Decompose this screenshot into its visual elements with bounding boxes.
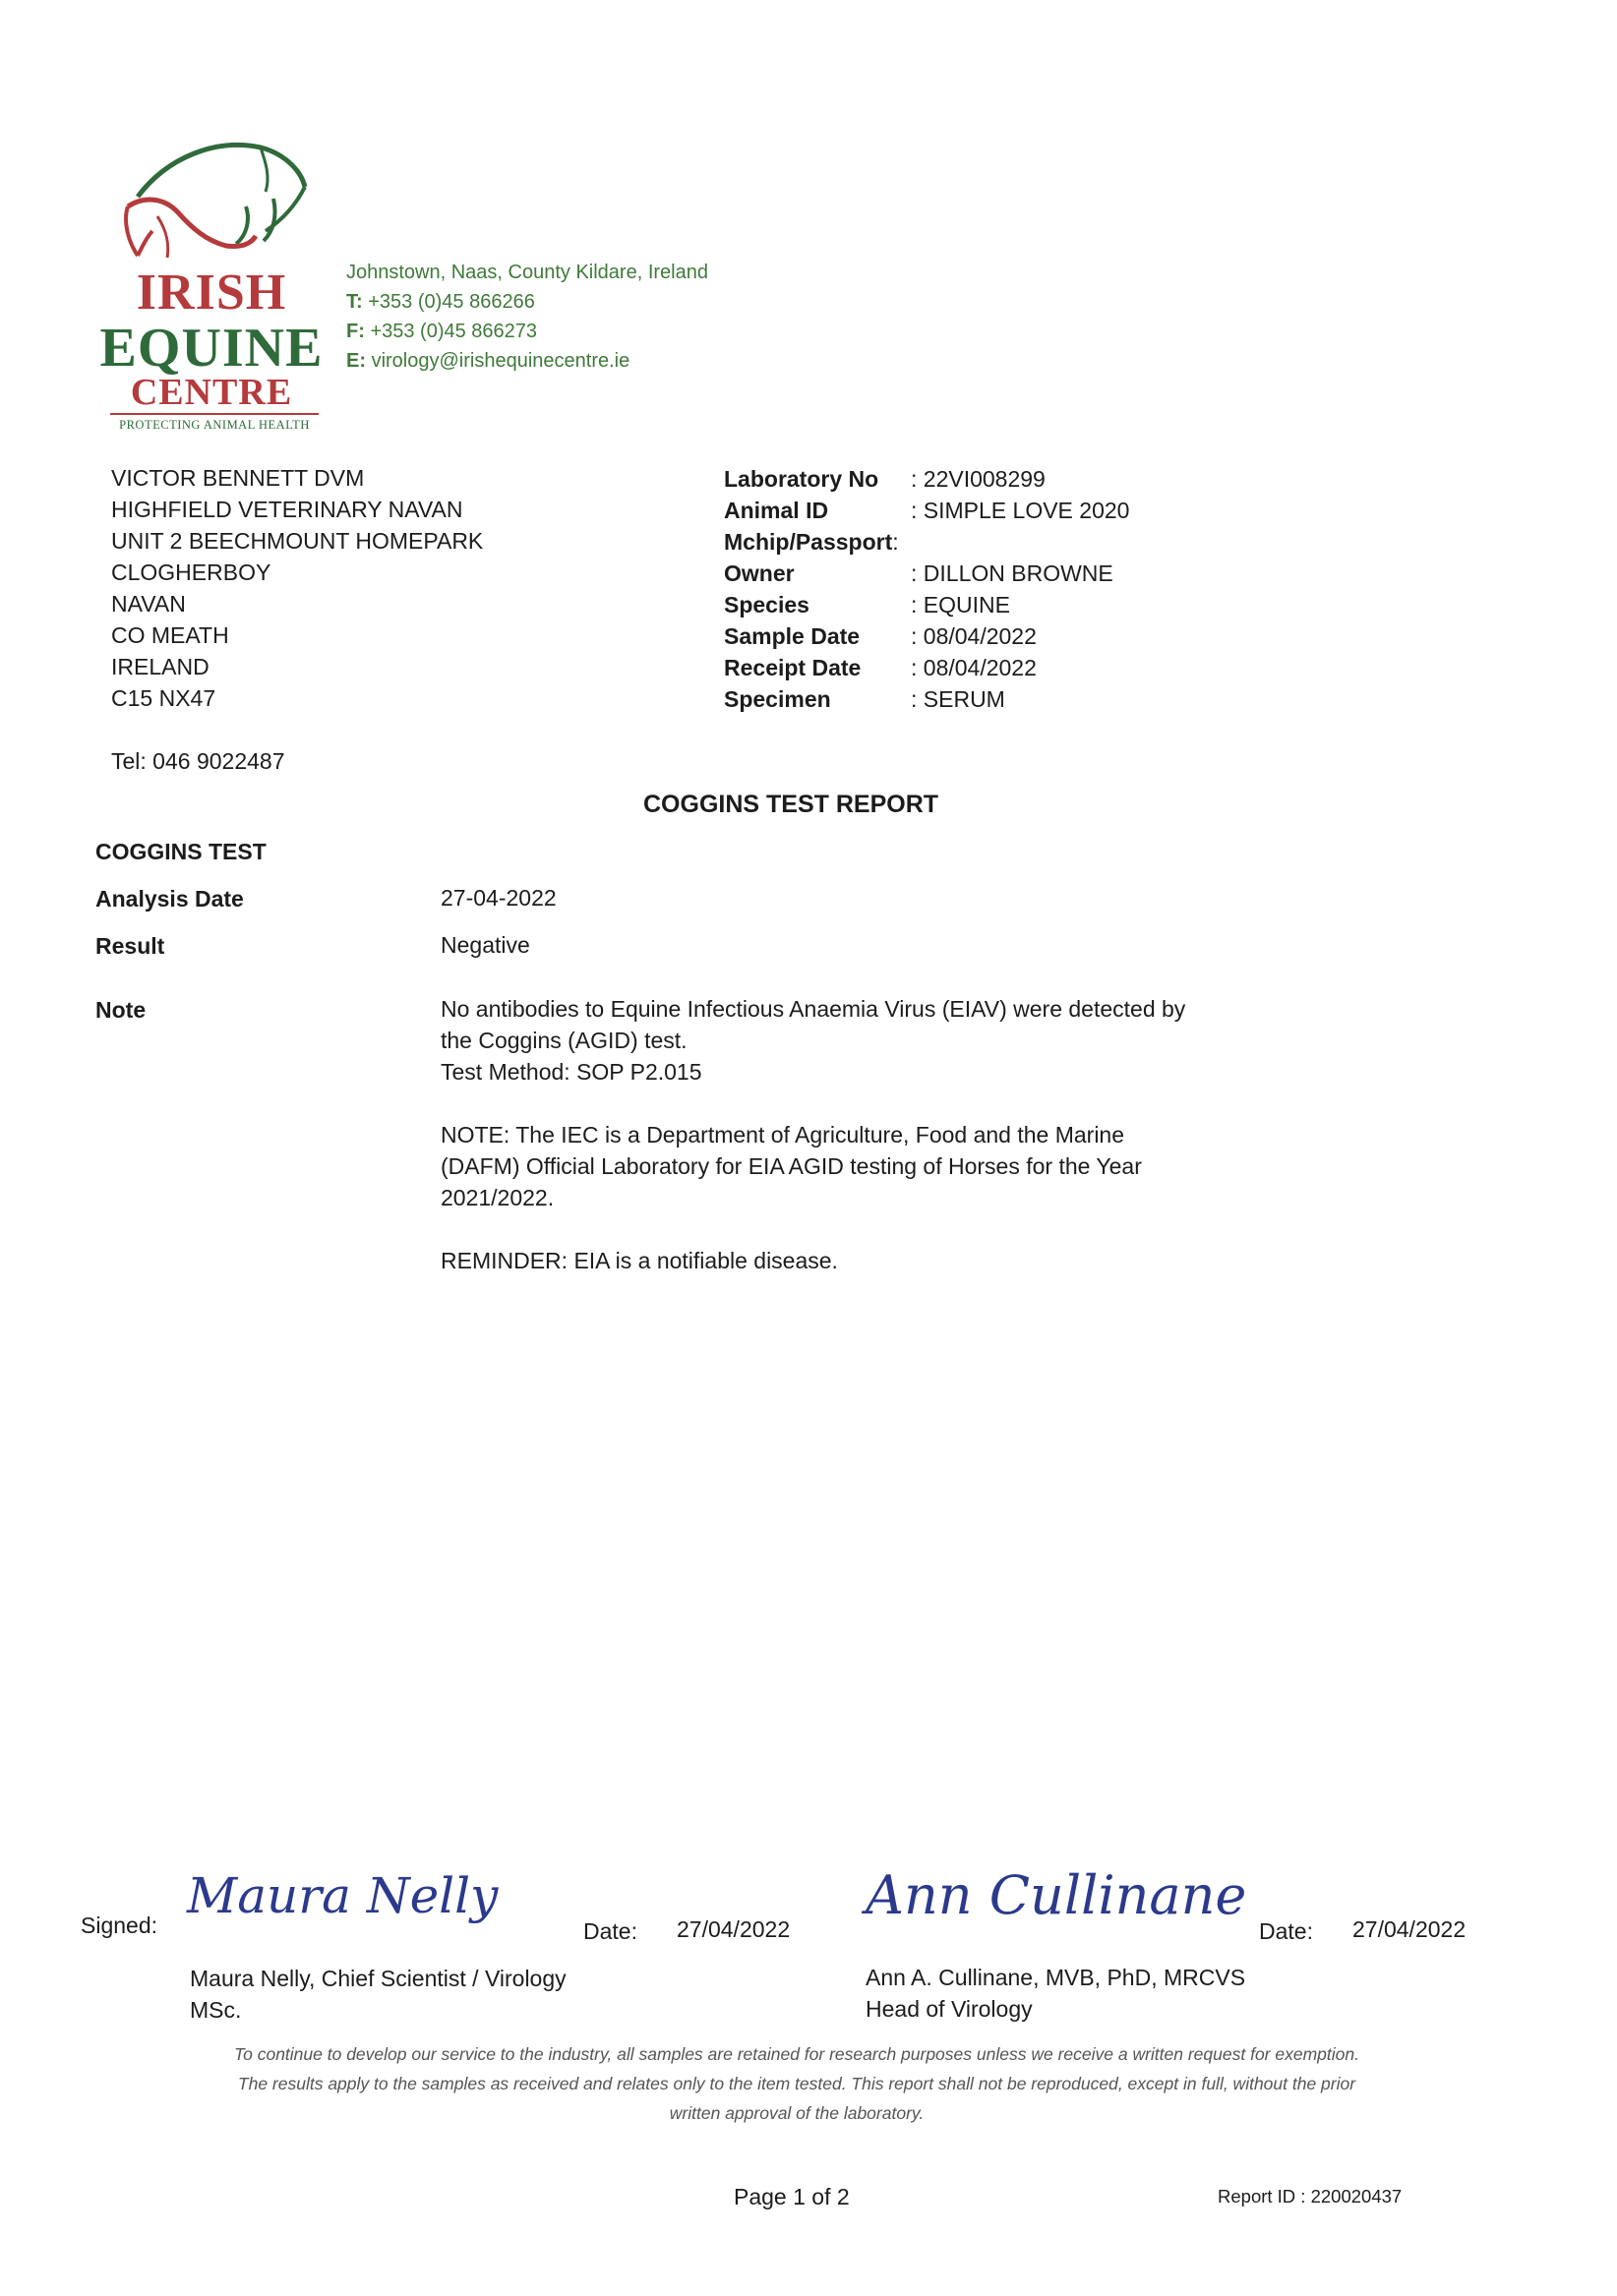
address-line: VICTOR BENNETT DVM	[111, 465, 365, 491]
address-line: CLOGHERBOY	[111, 559, 271, 585]
address-line: IRELAND	[111, 654, 210, 679]
company-logo	[98, 138, 325, 442]
report-id: Report ID : 220020437	[1218, 2186, 1403, 2207]
result-label: Result	[95, 933, 165, 959]
recipient-tel: Tel: 046 9022487	[111, 748, 285, 774]
sample-row-mchip-passport: Mchip/Passport :	[724, 529, 899, 555]
sample-row-specimen: Specimen : SERUM	[724, 686, 1005, 712]
signature-ann-cullinane: Ann Cullinane	[866, 1864, 1247, 1926]
contact-address: Johnstown, Naas, County Kildare, Ireland	[346, 262, 708, 283]
report-title: COGGINS TEST REPORT	[643, 791, 939, 818]
signatory-1-name: Maura Nelly, Chief Scientist / Virology MSc.	[190, 1966, 567, 2023]
result-value: Negative	[441, 932, 530, 958]
test-heading: COGGINS TEST	[95, 839, 267, 864]
date-label-2: Date:	[1259, 1918, 1313, 1944]
signatory-2-name: Ann A. Cullinane, MVB, PhD, MRCVS Head of Virology	[866, 1965, 1246, 2022]
analysis-date-value: 27-04-2022	[441, 885, 557, 911]
signed-label: Signed:	[81, 1913, 158, 1938]
logo-line-equine: EQUINE	[99, 318, 324, 379]
analysis-date-label: Analysis Date	[95, 886, 244, 912]
recipient-address	[111, 462, 483, 714]
contact-phone: T: +353 (0)45 866266	[346, 291, 535, 313]
sample-row-animal-id: Animal ID : SIMPLE LOVE 2020	[724, 498, 1130, 523]
address-line: UNIT 2 BEECHMOUNT HOMEPARK	[111, 528, 484, 554]
logo-divider	[110, 413, 319, 415]
address-line: NAVAN	[111, 591, 186, 617]
sample-row-laboratory-no: Laboratory No : 22VI008299	[724, 466, 1046, 492]
address-line: CO MEATH	[111, 622, 229, 648]
logo-tagline: PROTECTING ANIMAL HEALTH	[119, 418, 310, 432]
logo-line-irish: IRISH	[136, 265, 287, 321]
page-number: Page 1 of 2	[734, 2184, 850, 2209]
contact-email: E: virology@irishequinecentre.ie	[346, 350, 630, 372]
date-value-1: 27/04/2022	[677, 1916, 791, 1942]
dafm-note: NOTE: The IEC is a Department of Agriculture, Food and the Marine (DAFM) Official Laboratory for EIA AGID testing of Horses for the Year 2021/2022.	[441, 1122, 1142, 1210]
contact-block	[346, 258, 708, 376]
sample-row-owner: Owner : DILLON BROWNE	[724, 560, 1113, 586]
reminder-text: REMINDER: EIA is a notifiable disease.	[441, 1248, 838, 1273]
horse-logo-icon	[98, 138, 325, 275]
address-line: C15 NX47	[111, 685, 216, 711]
address-line: HIGHFIELD VETERINARY NAVAN	[111, 497, 463, 522]
footer-disclaimer: To continue to develop our service to the industry, all samples are retained for research purposes unless we receive a written request for exemption. The results apply to the samples as received and relates only to the item tested. This report shall not be reproduced, except in full, without the prior written approval of the laboratory.	[234, 2044, 1359, 2123]
date-label-1: Date:	[583, 1918, 637, 1944]
note-text: No antibodies to Equine Infectious Anaemia Virus (EIAV) were detected by the Coggins (AGID) test. Test Method: SOP P2.015	[441, 996, 1186, 1085]
note-label: Note	[95, 997, 147, 1023]
date-value-2: 27/04/2022	[1352, 1916, 1467, 1942]
sample-row-sample-date: Sample Date : 08/04/2022	[724, 623, 1037, 649]
contact-fax: F: +353 (0)45 866273	[346, 321, 538, 342]
signature-maura-nelly: Maura Nelly	[187, 1867, 499, 1924]
sample-details	[724, 463, 1129, 715]
sample-row-species: Species : EQUINE	[724, 592, 1010, 618]
sample-row-receipt-date: Receipt Date : 08/04/2022	[724, 655, 1037, 680]
logo-line-centre: CENTRE	[130, 372, 293, 413]
